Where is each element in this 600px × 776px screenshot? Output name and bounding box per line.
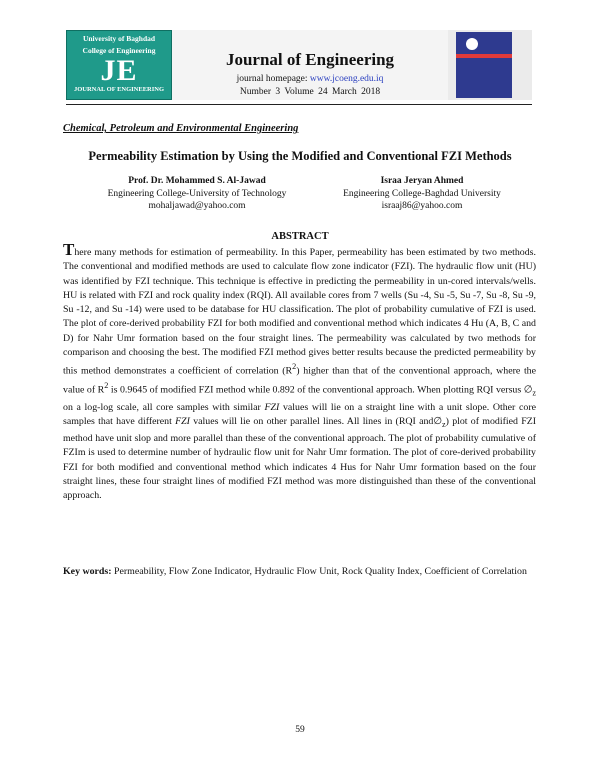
cover-emblem-icon [466, 38, 478, 50]
homepage-label: journal homepage: [236, 74, 308, 84]
header-divider [66, 104, 532, 105]
author-name: Israa Jeryan Ahmed [380, 176, 464, 186]
drop-cap: T [63, 240, 75, 259]
keywords-list: Permeability, Flow Zone Indicator, Hydraulic Flow Unit, Rock Quality Index, Coefficient of Correlation [111, 566, 527, 577]
author-name: Prof. Dr. Mohammed S. Al-Jawad [128, 176, 266, 186]
logo-mark: JE [100, 54, 138, 87]
journal-homepage [172, 73, 448, 85]
keywords-label: Key words: [63, 566, 112, 577]
page-number: 59 [295, 725, 305, 735]
author-block [307, 175, 537, 213]
logo-college: College of Engineering [82, 46, 156, 55]
author-block [82, 175, 312, 213]
journal-header [172, 30, 448, 100]
journal-cover-thumbnail [448, 30, 532, 100]
abstract-body: There many methods for estimation of permeability. In this Paper, permeability has been estimated by two methods. The conventional and modified methods are used to calculate flow zone indicator (FZI). The hydraulic flow unit (HU) was identified by FZI technique. This technique is effective in predicting the permeability in un-cored intervals/wells. HU is related with FZI and rock quality index (RQI). All available cores from 7 wells (Su -4, Su -5, Su -7, Su -8, Su -9, Su -12, and Su -14) were used to be database for HU classification. The plot of probability cumulative of FZI is used. The plot of core-derived probability FZI for both modified and conventional method which indicates 4 Hu (A, B, C and D) for Nahr Umr formation based on the four straight lines. The permeability was calculated by two methods for comparison and choosing the best. The modified FZI method gives better results because the predicted permeability by this method demonstrates a coefficient of correlation $(R^2)$ higher than that of the conventional approach, where the value of $R^2$ is 0.9645 of modified FZI method while 0.892 of the conventional approach. When plotting RQI versus $\emptyset_z$ on a log-log scale, all core samples with similar FZI values will lie on a straight line with a unit slope. Other core samples that have different FZI values will lie on other parallel lines. All lines in (RQI $and\emptyset_z$) plot of modified FZI method have unit slop and more parallel than these of the conventional approach. The plot of probability cumulative of FZIm is used to determine number of hydraulic flow unit for Nahr Umr formation. The plot of core-derived probability FZI for both modified and conventional method which indicates 4 Hus for Nahr Umr formation based on the four straight lines, these four straight lines of modified FZI method was more distinguished than these of the conventional approach. [63, 240, 537, 502]
abstract-heading: ABSTRACT [271, 231, 329, 242]
cover-image [456, 32, 512, 98]
logo-university: University of Baghdad [82, 34, 156, 43]
journal-title: Journal of Engineering [225, 50, 395, 69]
cover-band [456, 54, 512, 58]
author-affiliation: Engineering College-Baghdad University [343, 188, 501, 199]
homepage-link[interactable]: www.jcoeng.edu.iq [309, 74, 384, 84]
section-label: Chemical, Petroleum and Environmental Engineering [63, 123, 299, 134]
issue-info: Number 3 Volume 24 March 2018 [239, 87, 381, 97]
author-email[interactable]: israaj86@yahoo.com [381, 201, 463, 211]
author-affiliation: Engineering College-University of Technology [107, 188, 287, 199]
journal-logo [66, 30, 172, 100]
keywords [63, 565, 536, 579]
paper-title: Permeability Estimation by Using the Modified and Conventional FZI Methods [88, 149, 512, 163]
logo-subtitle: JOURNAL OF ENGINEERING [73, 86, 165, 93]
author-email[interactable]: mohaljawad@yahoo.com [148, 201, 246, 211]
